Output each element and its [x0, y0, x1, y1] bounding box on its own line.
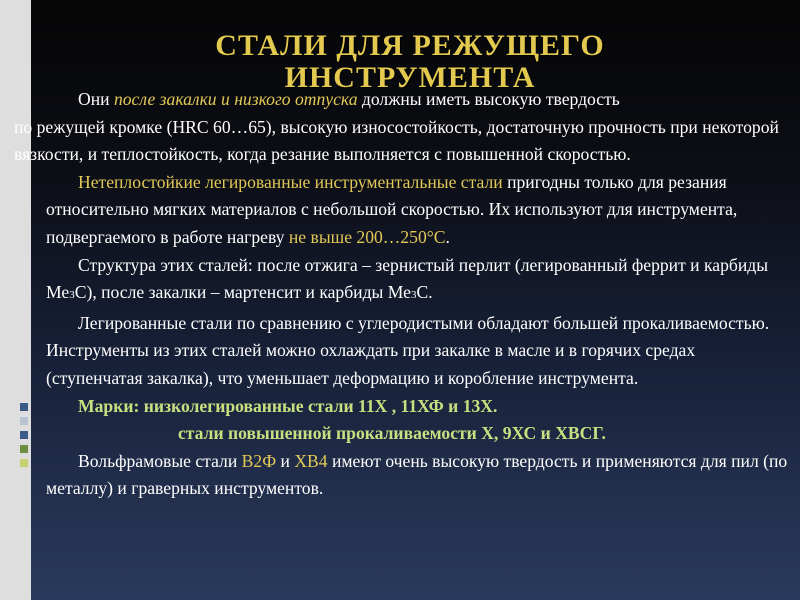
paragraph-hardness: [14, 86, 794, 169]
deco-square: [20, 403, 28, 411]
p1-text-a: Они: [78, 89, 114, 109]
p3-text-b: С), после закалки – мартенсит и карбиды Ме: [74, 282, 411, 303]
title-line-1: СТАЛИ ДЛЯ РЕЖУЩЕГО: [215, 29, 605, 62]
p1-text-c: должны иметь высокую твердость: [357, 89, 620, 109]
paragraph-tungsten: [46, 448, 794, 503]
p3-subscript-2: 3: [410, 289, 417, 302]
p7-text-a: Вольфрамовые стали: [78, 450, 242, 471]
p2-text-b: пригодны только для резания относительно мягких материалов с небольшой скоростью. Их используют для инструмента, подвергаемого в работе нагреву: [46, 171, 738, 247]
p1-highlight: после закалки и низкого отпуска: [113, 89, 358, 109]
p7-text-e: имеют очень высокую твердость и применяются для пил (по металлу) и граверных инструментов.: [46, 450, 788, 499]
p7-grade-1: В2Ф: [241, 450, 277, 471]
p1-text-d: по режущей кромке (HRC 60…65), высокую износостойкость, достаточную прочность при некоторой вязкости, и теплостойкость, когда резание выполняется с повышенной скоростью.: [14, 116, 779, 165]
paragraph-non-heat-resistant: [46, 169, 794, 252]
p2-highlight: Нетеплостойкие легированные инструментальные стали: [78, 171, 503, 192]
p3-text-a: Структура этих сталей: после отжига – зернистый перлит (легированный феррит и карбиды Ме: [46, 254, 769, 303]
title-line-2: ИНСТРУМЕНТА: [284, 61, 536, 94]
paragraph-grades-high-hardenability: стали повышенной прокаливаемости Х, 9ХС и ХВСГ.: [178, 423, 606, 444]
p3-subscript-1: 3: [69, 289, 75, 302]
p7-grade-2: ХВ4: [294, 450, 328, 471]
p3-text-c: С.: [416, 282, 433, 303]
paragraph-grades-low-alloy: Марки: низколегированные стали 11Х , 11ХФ и 13Х.: [78, 395, 498, 416]
p2-temperature: не выше 200…250°С: [288, 226, 446, 247]
paragraph-hardenability: Легированные стали по сравнению с углеродистыми обладают большей прокаливаемостью. Инструменты из этих сталей можно охлаждать при закалке в масле и в горячих средах (ступенчатая закалка), что уменьшает деформацию и коробление инструмента.: [46, 312, 770, 388]
deco-square: [20, 417, 28, 425]
paragraph-structure: [46, 252, 794, 310]
deco-square: [20, 459, 28, 467]
p2-text-d: .: [445, 226, 450, 247]
slide-body: [14, 86, 794, 503]
slide-title: [150, 30, 670, 94]
left-margin-decoration: [0, 0, 31, 600]
deco-square: [20, 445, 28, 453]
deco-square: [20, 431, 28, 439]
p7-text-c: и: [276, 450, 295, 471]
